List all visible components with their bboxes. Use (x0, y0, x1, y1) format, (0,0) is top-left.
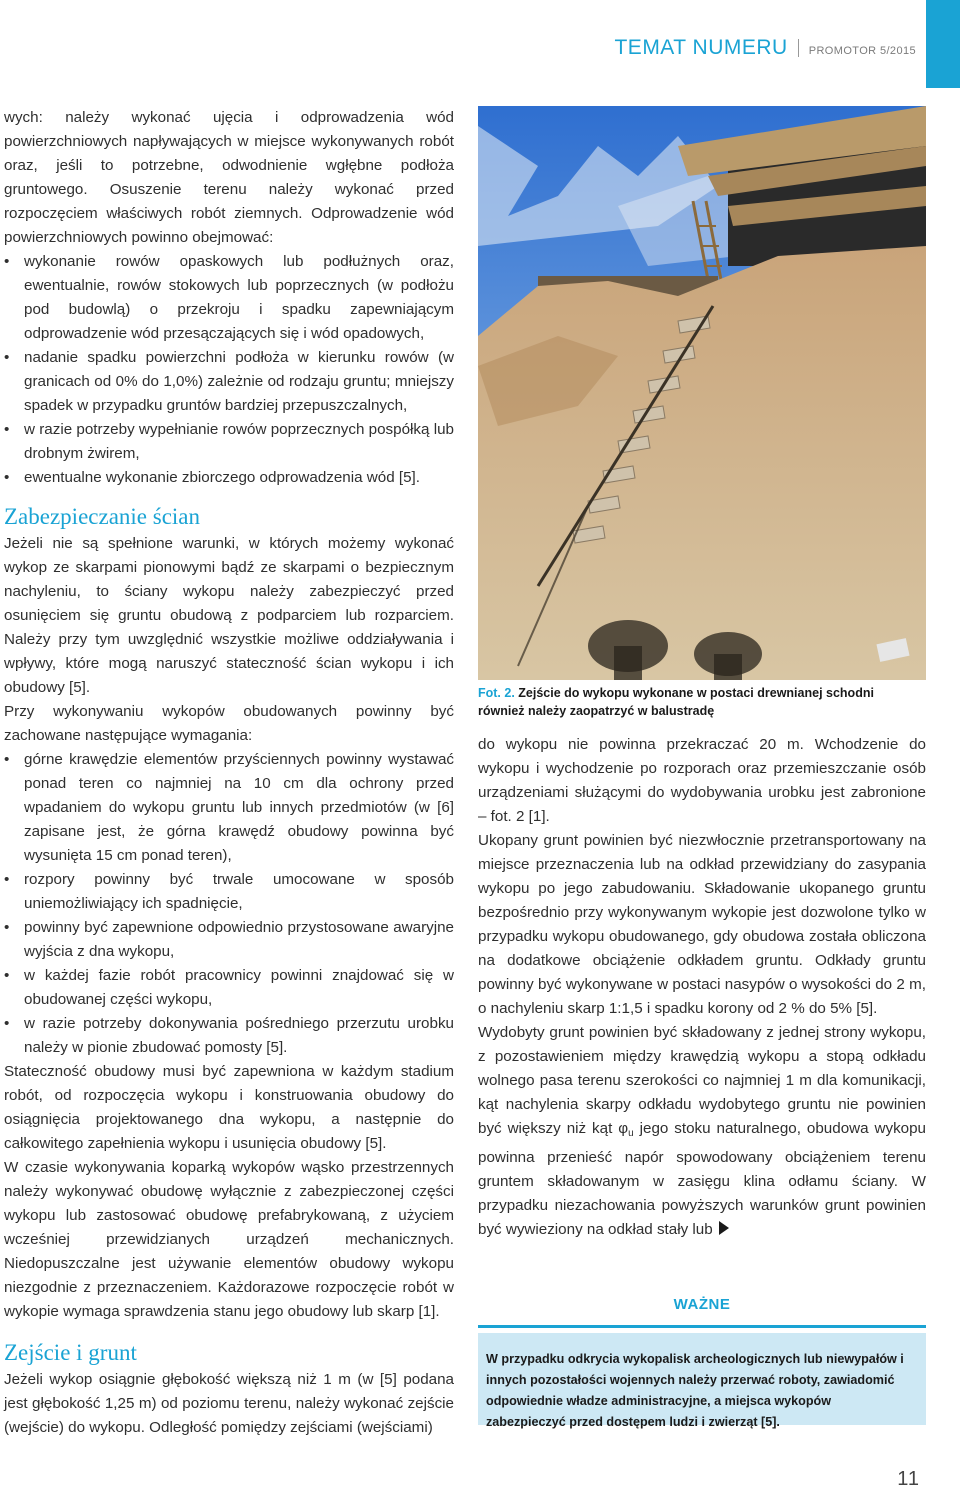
paragraph (478, 1021, 926, 1242)
caption-label: Fot. 2. (478, 686, 515, 700)
paragraph: W czasie wykonywania koparką wykopów wąsko przestrzennych należy wykonywać obudowę wyłącznie z zabezpieczonej części wykopu lub zastosować obudowę prefabrykowaną, z użyciem wcześniej przewidzianych urządzeń mechanicznych. Niedopuszczalne jest używanie elementów obudowy wykopu niezgodnie z przeznaczeniem. Każdorazowe rozpoczęcie robót w wykopie wymaga sprawdzenia stanu jego obudowy lub skarp [1]. (4, 1159, 454, 1320)
issue-label: PROMOTOR 5/2015 (808, 45, 916, 57)
photo-caption (478, 684, 918, 720)
section-title: TEMAT NUMERU (614, 36, 788, 59)
list-item: • ewentualne wykonanie zbiorczego odprowadzenia wód [5]. (4, 466, 454, 490)
list-item: • rozpory powinny być trwale umocowane w sposób uniemożliwiający ich spadnięcie, (4, 868, 454, 916)
heading-descent-and-soil: Zejście i grunt (4, 1340, 137, 1365)
left-column (4, 106, 454, 1440)
drainage-list (4, 250, 454, 490)
list-item: • w razie potrzeby wypełnianie rowów poprzecznych pospółką lub drobnym żwirem, (4, 418, 454, 466)
important-divider (478, 1325, 926, 1328)
intro-paragraph: wych: należy wykonać ujęcia i odprowadzenia wód powierzchniowych napływających w miejsce wykonywanych robót oraz, jeśli to potrzebne, odwodnienie wgłębne podłoża gruntowego. Osuszenie terenu należy wykonać przed rozpoczęciem właściwych robót ziemnych. Odprowadzenie wód powierzchniowych powinno obejmować: (4, 109, 454, 246)
header-divider (798, 39, 799, 57)
paragraph: Stateczność obudowy musi być zapewniona w każdym stadium robót, od rozpoczęcia wykopu i konstruowania obudowy do osiągnięcia projektowanego dna wykopu, a następnie do całkowitego zapełnienia wykopu i usunięcia obudowy [5]. (4, 1063, 454, 1152)
list-item: • górne krawędzie elementów przyściennych powinny wystawać ponad teren co najmniej na 10 cm dla ochrony przed wpadaniem do wykopu gruntu lub innych przedmiotów (w [6] zapisane jest, że górna krawędź obudowy powinna być wysunięta 15 cm ponad teren), (4, 748, 454, 868)
page-header (614, 36, 916, 60)
paragraph: Jeżeli wykop osiągnie głębokość większą niż 1 m (w [5] podana jest głębokość 1,25 m) od poziomu terenu, należy wykonać zejście (wejście) do wykopu. Odległość pomiędzy zejściami (wejściami) (4, 1371, 454, 1436)
continue-arrow-icon (719, 1221, 729, 1235)
list-item: • w każdej fazie robót pracownicy powinni znajdować się w obudowanej części wykopu, (4, 964, 454, 1012)
corner-color-tab (926, 0, 960, 88)
photo-excavation-stairs (478, 106, 926, 680)
list-item: • wykonanie rowów opaskowych lub podłużnych oraz, ewentualnie, rowów stokowych lub poprzecznych (w podłożu pod budowlą) o przekroju i spadku zapewniającym odprowadzenie wód przesączających się i wód opadowych, (4, 250, 454, 346)
paragraph: do wykopu nie powinna przekraczać 20 m. Wchodzenie do wykopu i wychodzenie po rozporach oraz przemieszczanie osób urządzeniami służącymi do wydobywania urobku jest zabronione – fot. 2 [1]. (478, 736, 926, 825)
paragraph: Ukopany grunt powinien być niezwłocznie przetransportowany na miejsce przeznaczenia lub na odkład przewidziany do zasypania wykopu po jego zabudowaniu. Składowanie ukopanego gruntu bezpośrednio przy wykonywanym wykopie jest dozwolone tylko w przypadku wykopu obudowanego, gdy obudowa została obliczona na dodatkowe obciążenie odkładem gruntu. Odkłady gruntu powinny być wykonywane w postaci nasypów o wysokości do 2 m, o nachyleniu skarp 1:1,5 i spadku korony od 2 % do 5% [5]. (478, 832, 926, 1017)
important-title: WAŻNE (673, 1296, 731, 1313)
paragraph: Jeżeli nie są spełnione warunki, w których możemy wykonać wykop ze skarpami pionowymi bądź ze skarpami o bezpiecznym nachyleniu, to ściany wykopu należy zabezpieczyć przed osunięciem się gruntu obudową z podparciem lub rozparciem. Należy przy tym uwzględnić wszystkie możliwe oddziaływania i wpływy, które mogą naruszyć stateczność ścian wykopu i ich obudowy [5]. (4, 535, 454, 696)
paragraph-text: Wydobyty grunt powinien być składowany z jednej strony wykopu, z pozostawieniem między krawędzią wykopu a stopą odkładu wolnego pasa terenu szerokości co najmniej 1 m dla komunikacji, kąt nachylenia skarpy odkładu wydobytego gruntu nie powinien być większy niż kąt φ (478, 1024, 926, 1137)
requirements-list (4, 748, 454, 1060)
paragraph: Przy wykonywaniu wykopów obudowanych powinny być zachowane następujące wymagania: (4, 703, 454, 744)
list-item: • powinny być zapewnione odpowiednio przystosowane awaryjne wyjścia z dna wykopu, (4, 916, 454, 964)
important-text: W przypadku odkrycia wykopalisk archeologicznych lub niewypałów i innych pozostałości wojennych należy przerwać roboty, zawiadomić odpowiednie władze administracyjne, a miejsca wykopów zabezpieczyć przed dostępem ludzi i zwierząt [5]. (486, 1352, 904, 1429)
right-column (478, 733, 926, 1242)
photo-illustration (478, 106, 926, 680)
paragraph-text: jego stoku naturalnego, obudowa wykopu powinna przenieść napór spowodowany obciążeniem terenu gruntem składowanym w zasięgu klina odłamu ściany. W przypadku niezachowania powyższych warunków grunt powinien być wywieziony na odkład stały lub (478, 1120, 926, 1238)
important-box (478, 1333, 926, 1429)
phi-subscript: u (628, 1128, 634, 1139)
list-item: • nadanie spadku powierzchni podłoża w kierunku rowów (w granicach od 0% do 1,0%) zależnie od rodzaju gruntu; mniejszy spadek w przypadku gruntów bardziej przepuszczalnych, (4, 346, 454, 418)
page-number: 11 (897, 1468, 920, 1490)
caption-text: Zejście do wykopu wykonane w postaci drewnianej schodni również należy zaopatrzyć w balustradę (478, 686, 874, 718)
heading-wall-protection: Zabezpieczanie ścian (4, 504, 201, 529)
list-item: • w razie potrzeby dokonywania pośredniego przerzutu urobku należy w pionie zbudować pomosty [5]. (4, 1012, 454, 1060)
